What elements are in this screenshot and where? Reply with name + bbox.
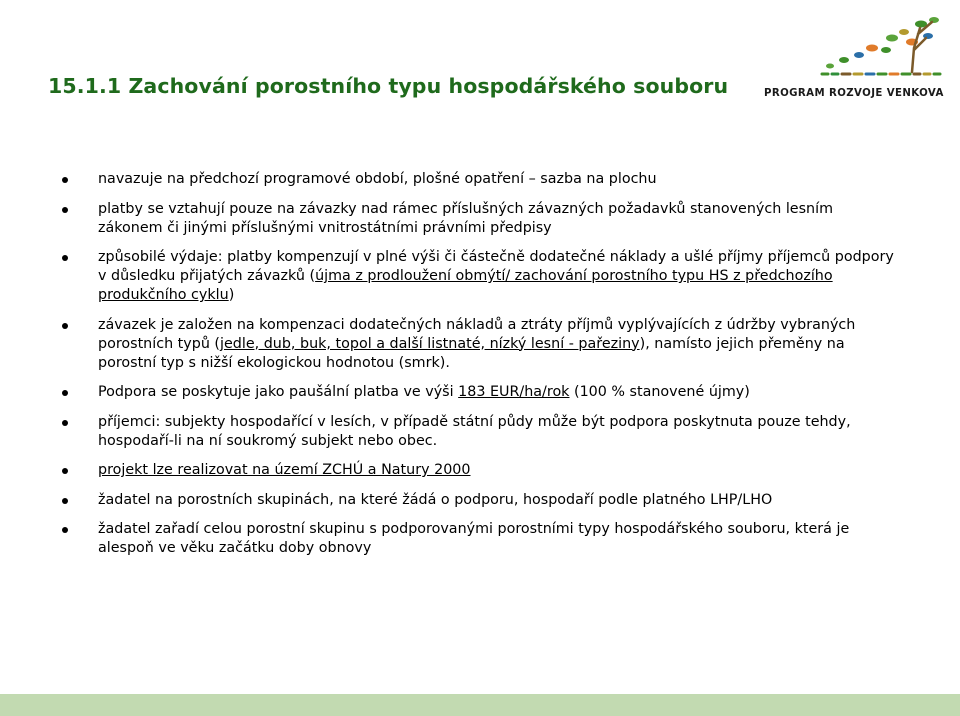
bullet-text: žadatel na porostních skupinách, na které žádá o podporu, hospodaří podle platného LHP/LHO (98, 491, 773, 508)
list-item (62, 316, 900, 373)
bullet-dot-icon (62, 468, 68, 474)
slide-title: 15.1.1 Zachování porostního typu hospodářského souboru (48, 74, 729, 98)
bullet-dot-icon (62, 527, 68, 533)
bullet-dot-icon (62, 177, 68, 183)
bullet-dot-icon (62, 323, 68, 329)
list-item (62, 248, 900, 305)
bullet-dot-icon (62, 207, 68, 213)
bullet-text-tail: ) (228, 287, 235, 303)
program-logo (758, 8, 954, 98)
footer-bar (0, 694, 960, 716)
bullet-text: žadatel zařadí celou porostní skupinu s podporovanými porostními typy hospodářského souboru, která je alespoň ve věku začátku doby obnovy (98, 521, 850, 556)
bullet-text: způsobilé výdaje: platby kompenzují v plné výši či částečně dodatečné náklady a ušlé příjmy příjemců podpory v důsledku přijatých závazků ( (98, 249, 894, 284)
tree-sprout-logo-icon (758, 8, 954, 86)
bullet-dot-icon (62, 255, 68, 261)
list-item (62, 383, 900, 402)
bullet-dot-icon (62, 498, 68, 504)
list-item (62, 520, 900, 558)
bullet-text-tail: ), namísto jejich přeměny na porostní typ s nižší ekologickou hodnotou (smrk). (98, 335, 845, 371)
bullet-text: závazek je založen na kompenzaci dodatečných nákladů a ztráty příjmů vyplývajících z údržby vybraných porostních typů ( (98, 316, 856, 352)
bullet-text: platby se vztahují pouze na závazky nad rámec příslušných závazných požadavků stanovených lesním zákonem či jinými příslušnými vnitrostátními právními předpisy (98, 200, 833, 236)
bullet-underlined-text: projekt lze realizovat na území ZCHÚ a Natury 2000 (98, 462, 471, 478)
list-item (62, 413, 900, 451)
bullet-underlined-text: jedle, dub, buk, topol a další listnaté, nízký lesní - pařeziny (220, 335, 640, 352)
bullet-list (62, 170, 900, 569)
list-item (62, 200, 900, 238)
list-item (62, 461, 900, 480)
bullet-underlined-text: újma z prodloužení obmýtí/ zachování porostního typu HS z předchozího produkčního cyklu (98, 268, 833, 303)
bullet-dot-icon (62, 390, 68, 396)
list-item (62, 170, 900, 189)
bullet-underlined-text: 183 EUR/ha/rok (458, 384, 570, 400)
list-item (62, 491, 900, 510)
logo-text: PROGRAM ROZVOJE VENKOVA (764, 88, 944, 99)
bullet-text: navazuje na předchozí programové období, plošné opatření – sazba na plochu (98, 171, 657, 187)
bullet-text-tail: (100 % stanovené újmy) (569, 384, 750, 400)
bullet-dot-icon (62, 420, 68, 426)
bullet-text: Podpora se poskytuje jako paušální platba ve výši (98, 384, 459, 400)
bullet-text: příjemci: subjekty hospodařící v lesích, v případě státní půdy může být podpora poskytnuta pouze tehdy, hospodaří-li na ní soukromý subjekt nebo obec. (98, 413, 851, 449)
